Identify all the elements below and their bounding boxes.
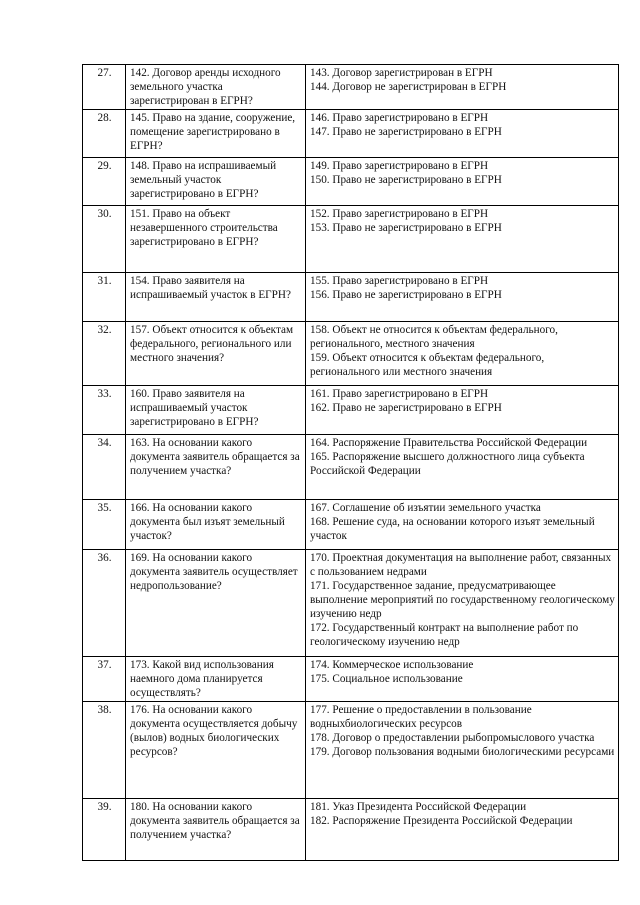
row-number: 33. [83, 386, 126, 435]
row-number: 31. [83, 273, 126, 322]
table-row [83, 273, 619, 322]
row-number: 39. [83, 799, 126, 861]
answers-cell [306, 702, 619, 799]
answer-option: 147. Право не зарегистрировано в ЕГРН [310, 126, 502, 138]
answer-option: 156. Право не зарегистрировано в ЕГРН [310, 289, 502, 301]
answer-option: 150. Право не зарегистрировано в ЕГРН [310, 174, 502, 186]
answer-option: 155. Право зарегистрировано в ЕГРН [310, 275, 489, 287]
answer-option: 168. Решение суда, на основании которого изъят земельный участок [310, 516, 595, 542]
table-row [83, 206, 619, 273]
answer-option: 165. Распоряжение высшего должностного лица субъекта Российской Федерации [310, 451, 585, 477]
answers-cell [306, 110, 619, 158]
answer-option: 171. Государственное задание, предусматривающее выполнение мероприятий по государственному геологическому изучению недр [310, 580, 615, 620]
services-table [82, 64, 619, 861]
answer-option: 177. Решение о предоставлении в пользование водныхбиологических ресурсов [310, 704, 532, 730]
question-cell: 145. Право на здание, сооружение, помещение зарегистрировано в ЕГРН? [126, 110, 306, 158]
table-row [83, 158, 619, 206]
row-number: 37. [83, 657, 126, 702]
question-cell: 180. На основании какого документа заявитель обращается за получением участка? [126, 799, 306, 861]
answer-option: 164. Распоряжение Правительства Российской Федерации [310, 437, 588, 449]
question-cell: 151. Право на объект незавершенного строительства зарегистрировано в ЕГРН? [126, 206, 306, 273]
row-number: 36. [83, 550, 126, 657]
answer-option: 167. Соглашение об изъятии земельного участка [310, 502, 541, 514]
table-row [83, 799, 619, 861]
answer-option: 158. Объект не относится к объектам федерального, регионального, местного значения [310, 324, 558, 350]
answer-option: 152. Право зарегистрировано в ЕГРН [310, 208, 489, 220]
question-cell: 176. На основании какого документа осуществляется добычу (вылов) водных биологических ресурсов? [126, 702, 306, 799]
table-row [83, 435, 619, 500]
table-row [83, 65, 619, 110]
answer-option: 181. Указ Президента Российской Федерации [310, 801, 527, 813]
table-row [83, 550, 619, 657]
answer-option: 149. Право зарегистрировано в ЕГРН [310, 160, 489, 172]
question-cell: 173. Какой вид использования наемного дома планируется осуществлять? [126, 657, 306, 702]
table-row [83, 110, 619, 158]
question-cell: 163. На основании какого документа заявитель обращается за получением участка? [126, 435, 306, 500]
question-cell: 160. Право заявителя на испрашиваемый участок зарегистрировано в ЕГРН? [126, 386, 306, 435]
answer-option: 172. Государственный контракт на выполнение работ по геологическому изучению недр [310, 622, 579, 648]
row-number: 35. [83, 500, 126, 550]
question-cell: 166. На основании какого документа был изъят земельный участок? [126, 500, 306, 550]
question-cell: 154. Право заявителя на испрашиваемый участок в ЕГРН? [126, 273, 306, 322]
row-number: 38. [83, 702, 126, 799]
question-cell: 142. Договор аренды исходного земельного участка зарегистрирован в ЕГРН? [126, 65, 306, 110]
row-number: 29. [83, 158, 126, 206]
row-number: 34. [83, 435, 126, 500]
table-row [83, 500, 619, 550]
answer-option: 174. Коммерческое использование [310, 659, 474, 671]
table-row [83, 386, 619, 435]
answers-cell [306, 273, 619, 322]
answers-cell [306, 435, 619, 500]
answers-cell [306, 799, 619, 861]
answer-option: 144. Договор не зарегистрирован в ЕГРН [310, 81, 507, 93]
row-number: 27. [83, 65, 126, 110]
table-row [83, 702, 619, 799]
answers-cell [306, 657, 619, 702]
answer-option: 182. Распоряжение Президента Российской Федерации [310, 815, 573, 827]
answer-option: 146. Право зарегистрировано в ЕГРН [310, 112, 489, 124]
answer-option: 179. Договор пользования водными биологическими ресурсами [310, 746, 615, 758]
question-cell: 169. На основании какого документа заявитель осуществляет недропользование? [126, 550, 306, 657]
table-row [83, 657, 619, 702]
row-number: 30. [83, 206, 126, 273]
question-cell: 157. Объект относится к объектам федерального, регионального или местного значения? [126, 322, 306, 386]
row-number: 32. [83, 322, 126, 386]
answer-option: 178. Договор о предоставлении рыбопромыслового участка [310, 732, 595, 744]
answers-cell [306, 322, 619, 386]
answers-cell [306, 550, 619, 657]
answer-option: 143. Договор зарегистрирован в ЕГРН [310, 67, 493, 79]
answers-cell [306, 500, 619, 550]
answer-option: 153. Право не зарегистрировано в ЕГРН [310, 222, 502, 234]
answer-option: 162. Право не зарегистрировано в ЕГРН [310, 402, 502, 414]
answers-cell [306, 206, 619, 273]
answer-option: 159. Объект относится к объектам федерального, регионального или местного значения [310, 352, 545, 378]
answer-option: 175. Социальное использование [310, 673, 463, 685]
answers-cell [306, 158, 619, 206]
question-cell: 148. Право на испрашиваемый земельный участок зарегистрировано в ЕГРН? [126, 158, 306, 206]
answer-option: 170. Проектная документация на выполнение работ, связанных с пользованием недрами [310, 552, 612, 578]
answers-cell [306, 386, 619, 435]
answer-option: 161. Право зарегистрировано в ЕГРН [310, 388, 489, 400]
table-body [83, 65, 619, 861]
table-row [83, 322, 619, 386]
answers-cell [306, 65, 619, 110]
row-number: 28. [83, 110, 126, 158]
